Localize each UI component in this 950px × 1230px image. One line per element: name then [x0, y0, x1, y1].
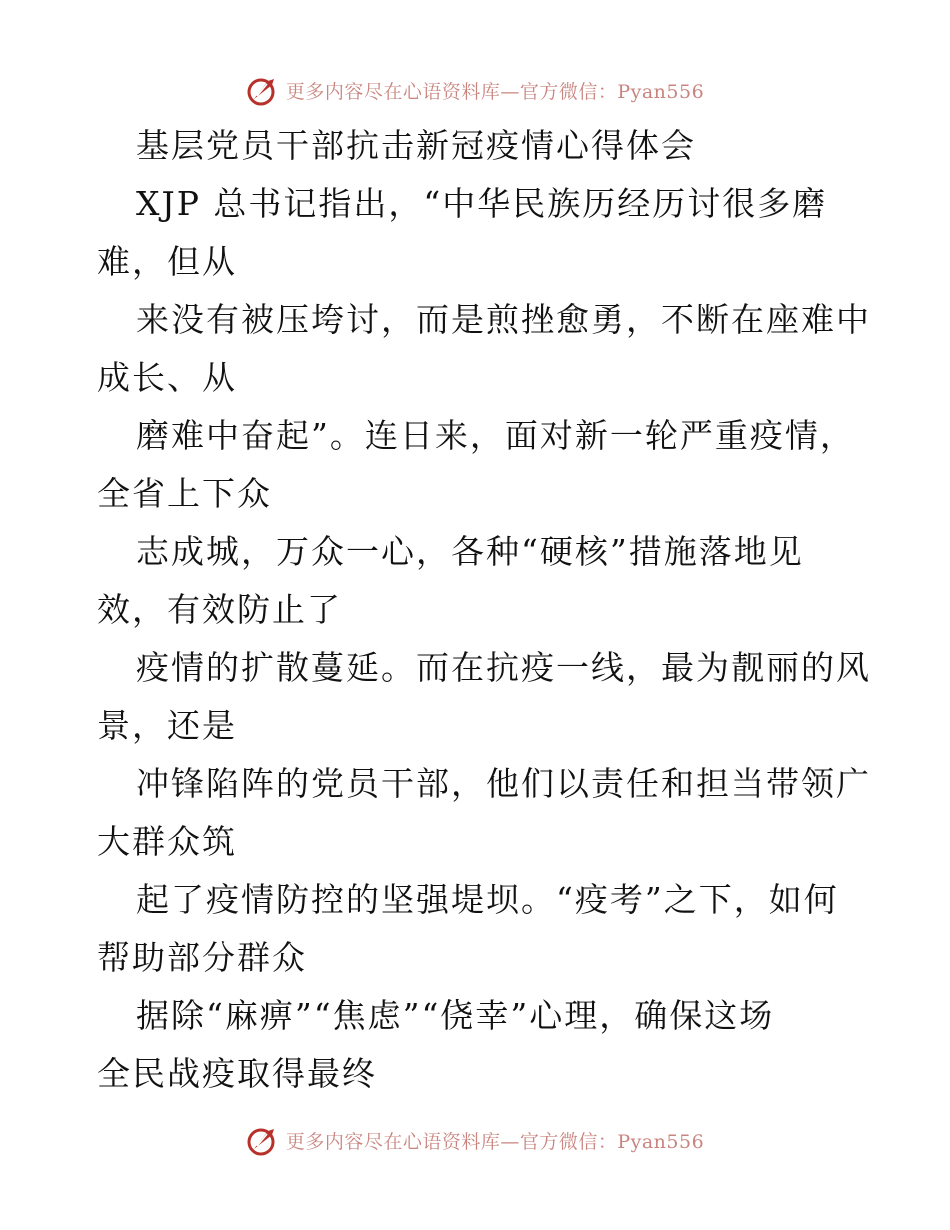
pen-nib-logo-icon — [246, 73, 280, 107]
text-line: 难，但从 — [97, 242, 237, 281]
text-line: 起了疫情防控的坚强堤坝。“疫考”之下，如何 — [136, 880, 839, 919]
text-line: 疫情的扩散蔓延。而在抗疫一线，最为靓丽的风 — [136, 648, 871, 687]
watermark-text: 更多内容尽在心语资料库—官方微信：Pyan556 — [285, 80, 705, 103]
text-line: 志成城，万众一心，各种“硬核”措施落地见 — [136, 532, 804, 571]
document-title: 基层党员干部抗击新冠疫情心得体会 — [136, 126, 696, 165]
text-line: 效，有效防止了 — [97, 590, 342, 629]
text-line: 磨难中奋起”。连日来，面对新一轮严重疫情， — [136, 416, 855, 455]
text-line: 帮助部分群众 — [97, 938, 307, 977]
text-line: 全民战疫取得最终 — [97, 1054, 377, 1093]
watermark-text: 更多内容尽在心语资料库—官方微信：Pyan556 — [285, 1130, 705, 1153]
text-line: 景，还是 — [97, 706, 237, 745]
text-line: 全省上下众 — [97, 474, 272, 513]
footer-watermark — [0, 1120, 950, 1160]
header-watermark — [0, 70, 950, 110]
pen-nib-logo-icon — [246, 1123, 280, 1157]
text-line: 大群众筑 — [97, 822, 237, 861]
text-line: XJP 总书记指出，“中华民族历经历讨很多磨 — [136, 184, 828, 223]
text-line: 据除“麻痹”“焦虑”“侥幸”心理，确保这场 — [136, 996, 775, 1035]
text-line: 冲锋陷阵的党员干部，他们以责任和担当带领广 — [136, 764, 871, 803]
text-line: 成长、从 — [97, 358, 237, 397]
text-line: 来没有被压垮讨，而是煎挫愈勇，不断在座难中 — [136, 300, 871, 339]
